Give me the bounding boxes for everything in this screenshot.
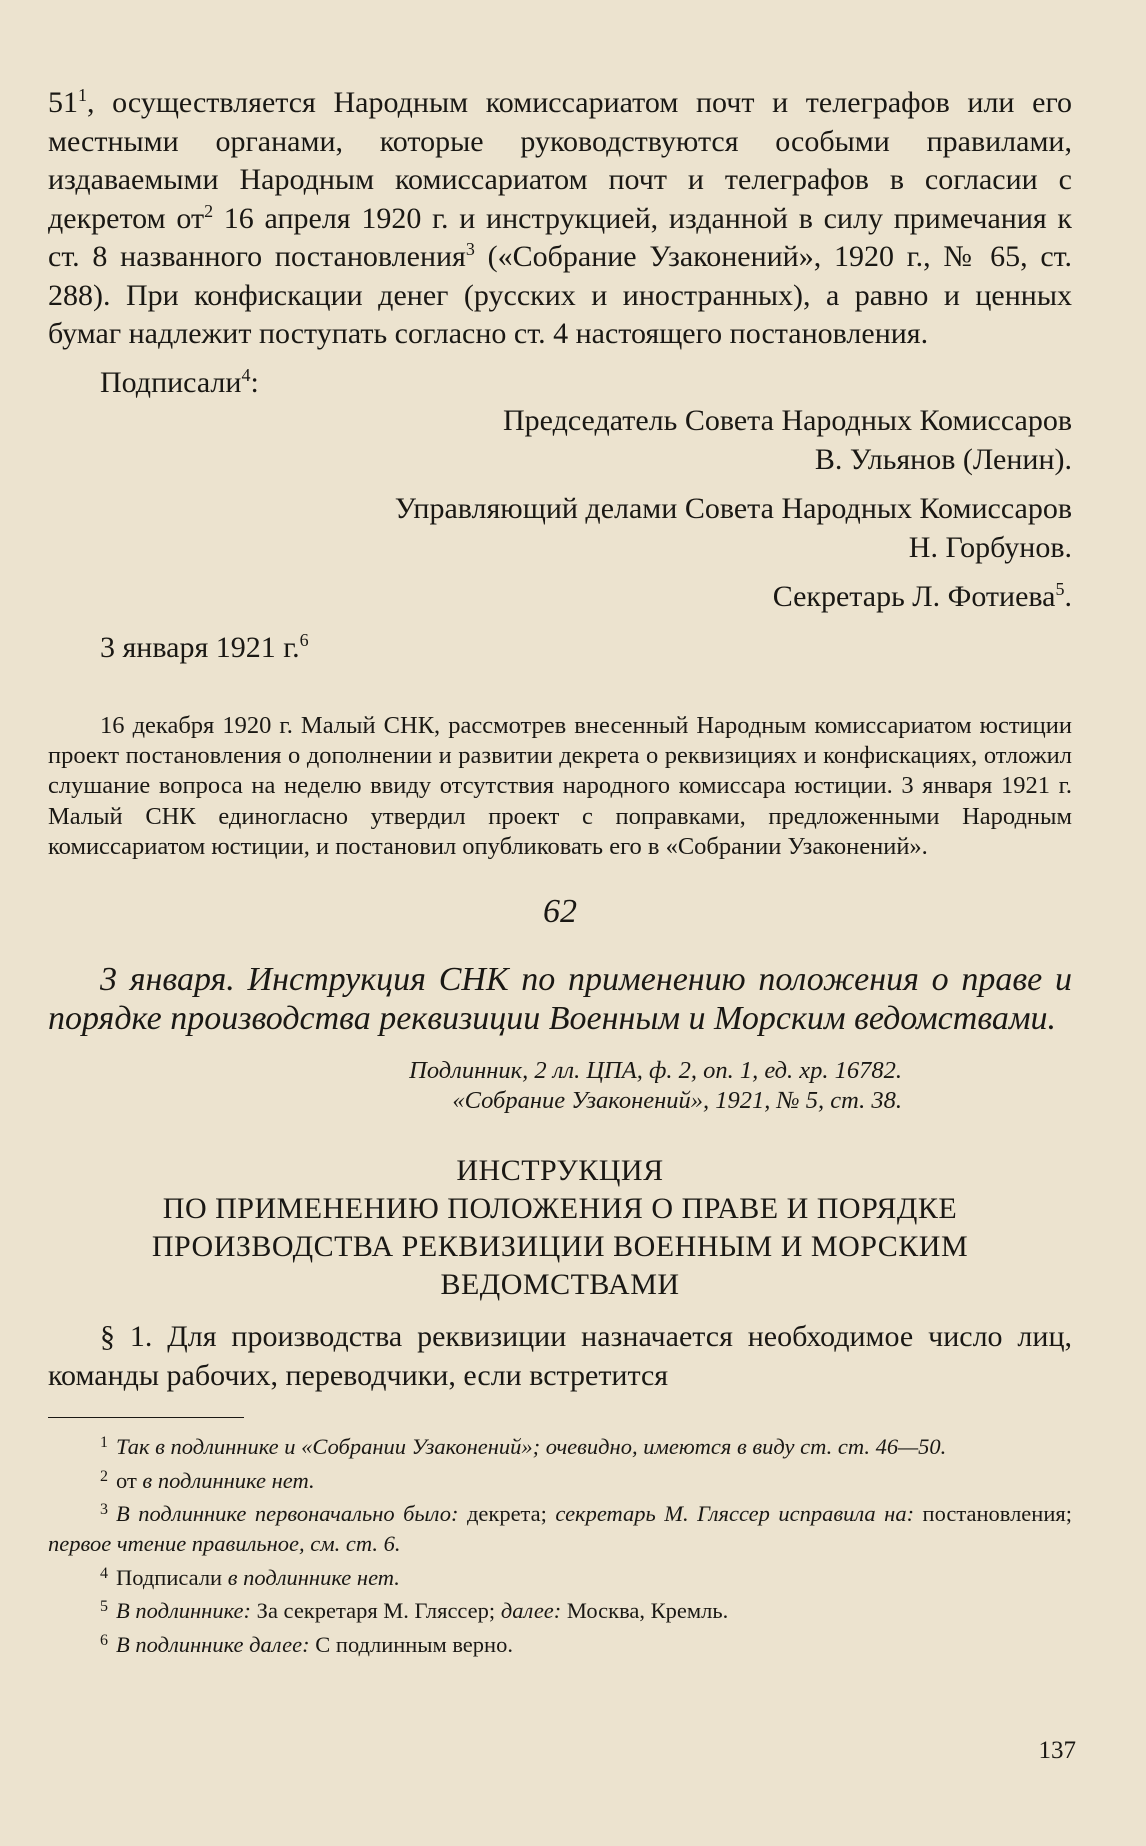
page-number: 137 [1038,1737,1076,1764]
footnote-item [48,1462,1072,1496]
footnote-text: в подлиннике нет. [142,1467,315,1493]
footnote-text: С подлинным верно. [315,1632,513,1658]
footnote-number: 3 [100,1501,108,1519]
footnote-text: постановления; [922,1501,1072,1527]
text-fragment: 51 [48,86,78,119]
footnote-item [48,1592,1072,1626]
footnote-text: декрета; [466,1501,556,1527]
footnote-text: В подлиннике первоначально было: [116,1501,467,1527]
footnote-number: 2 [100,1467,108,1485]
text-fragment: («Собрание Узаконений», 1920 г., № 65, ст. 288). При конфискации денег (русских и иностранных), а равно и ценных бумаг надлежит поступать согласно ст. 4 настоящего постановления. [48,240,1073,350]
source-line: «Собрание Узаконений», 1921, № 5, ст. 38. [452,1087,902,1115]
signature-name: Н. Горбунов. [908,530,1072,564]
footnote-text: от [116,1467,143,1493]
document-date [48,629,1072,668]
footnote-text: Подписали [116,1564,228,1590]
text-fragment: : [250,365,259,399]
text-fragment: 3 января 1921 г. [100,630,300,664]
footnote-text: секретарь М. Гляссер исправила на: [555,1501,923,1527]
text-column [48,84,1072,1660]
text-fragment: Секретарь Л. Фотиева [772,580,1056,613]
signature-title: Председатель Совета Народных Комиссаров [503,404,1072,437]
signature-name: В. Ульянов (Ленин). [814,442,1072,476]
footnote-text: Так в подлиннике и «Собрании Узаконений»; очевидно, имеются в виду ст. ст. 46—50. [116,1434,947,1460]
footnote-text: В подлиннике: [116,1598,257,1624]
footnote-ref: 4 [241,364,251,385]
signature-title: Управляющий делами Совета Народных Комиссаров [394,492,1072,525]
footnote-number: 4 [100,1564,108,1582]
footnote-text: За секретаря М. Гляссер; [256,1598,501,1624]
text-fragment: 16 апреля 1920 г. и инструкцией, изданной в силу примечания к ст. 8 названного постановления [48,201,1072,273]
footnote-ref: 2 [204,200,214,221]
signature-manager [48,490,1072,567]
text-fragment: , осуществляется Народным комиссариатом почт и телеграфов или его местными органами, которые руководствуются особыми правилами, издаваемыми Народным комиссариатом почт и телеграфов в согласии с декретом от [48,86,1072,235]
signed-by-label [48,364,1072,403]
instruction-title [48,1152,1072,1304]
footnote-item [48,1428,1072,1462]
footnote-number: 6 [100,1631,108,1649]
footnote-text: в подлиннике нет. [227,1564,400,1590]
footnote-number: 5 [100,1598,108,1616]
footnote-text: Москва, Кремль. [566,1598,729,1624]
footnote-text: В подлиннике далее: [116,1632,316,1658]
document-number: 62 [543,893,577,931]
footnote-divider [48,1417,244,1418]
continued-paragraph [48,84,1072,354]
footnote-item [48,1559,1072,1593]
signature-chairman [48,402,1072,479]
signature-secretary [48,578,1072,617]
document-heading: 3 января. Инструкция СНК по применению положения о праве и порядке производства реквизиции Военным и Морским ведомствами. [48,961,1072,1038]
section-1-paragraph: § 1. Для производства реквизиции назначается необходимое число лиц, команды рабочих, переводчики, если встретится [48,1320,1072,1392]
footnote-ref: 5 [1055,579,1065,600]
footnotes [48,1428,1072,1660]
title-line: ИНСТРУКЦИЯ [456,1154,664,1188]
footnote-item [48,1626,1072,1660]
footnote-ref: 3 [465,239,475,260]
text-fragment: Подписали [100,365,242,399]
title-line: ВЕДОМСТВАМИ [440,1268,680,1302]
source-line: Подлинник, 2 лл. ЦПА, ф. 2, оп. 1, ед. хр. 16782. [409,1057,902,1085]
footnote-item [48,1495,1072,1558]
footnote-number: 1 [100,1434,108,1452]
title-line: ПО ПРИМЕНЕНИЮ ПОЛОЖЕНИЯ О ПРАВЕ И ПОРЯДКЕ [162,1192,958,1226]
title-line: ПРОИЗВОДСТВА РЕКВИЗИЦИИ ВОЕННЫМ И МОРСКИМ [151,1230,969,1264]
source-references [48,1056,1072,1116]
editorial-note: 16 декабря 1920 г. Малый СНК, рассмотрев внесенный Народным комиссариатом юстиции проект постановления о дополнении и развитии декрета о реквизициях и конфискациях, отложил слушание вопроса на неделю ввиду отсутствия народного комиссара юстиции. 3 января 1921 г. Малый СНК единогласно утвердил проект с поправками, предложенными Народным комиссариатом юстиции, и постановил опубликовать его в «Собрании Узаконений». [48,712,1072,860]
text-fragment: . [1064,580,1072,613]
footnote-text: далее: [500,1598,567,1624]
footnote-ref: 1 [78,85,87,106]
footnote-ref: 6 [299,629,309,650]
footnote-text: первое чтение правильное, см. ст. 6. [48,1531,401,1557]
